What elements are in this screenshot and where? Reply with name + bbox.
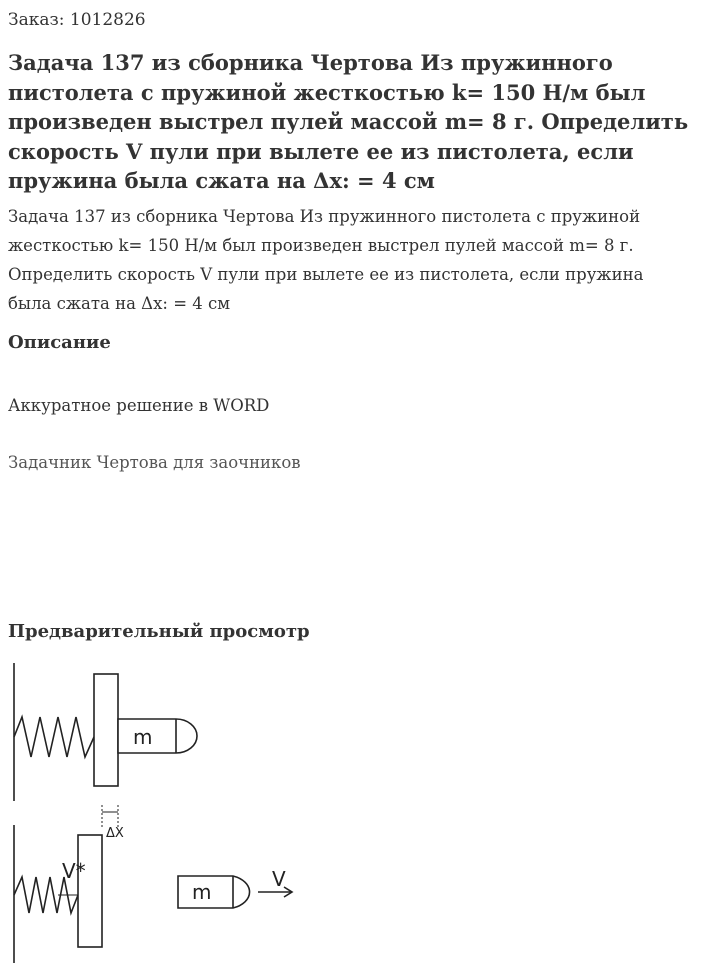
delta-x-marker (102, 805, 118, 827)
mass-label-bottom: m (192, 880, 212, 904)
order-number: Заказ: 1012826 (8, 10, 146, 30)
preview-heading: Предварительный просмотр (8, 621, 310, 642)
description-heading: Описание (8, 332, 111, 353)
task-description: Задача 137 из сборника Чертова Из пружинного пистолета с пружиной жесткостью k= 150 Н/м был произведен выстрел пулей массой m= 8 г. Определить скорость V пули при вылете ее из пистолета, если пружина была сжата на Δx: = 4 см (8, 207, 644, 313)
mass-label-top: m (133, 725, 153, 749)
plate-bottom (78, 835, 102, 947)
delta-x-label: ΔX (106, 826, 124, 841)
spring-gun-diagram (0, 655, 320, 970)
bullet-bottom (178, 876, 250, 908)
velocity-label: V (272, 867, 286, 891)
page-title: Задача 137 из сборника Чертова Из пружинного пистолета с пружиной жесткостью k= 150 Н/м был произведен выстрел пулей массой m= 8 г. Определить скорость V пули при вылете ее из пистолета, если пружина была сжата на Δx: = 4 см (8, 50, 689, 193)
spring-top (14, 717, 94, 757)
bullet-top (118, 719, 197, 753)
preview-image (0, 655, 320, 970)
plate-top (94, 674, 118, 786)
v-star-label: V* (62, 859, 86, 883)
description-line-word: Аккуратное решение в WORD (8, 396, 270, 415)
description-line-book: Задачник Чертова для заочников (8, 453, 301, 472)
